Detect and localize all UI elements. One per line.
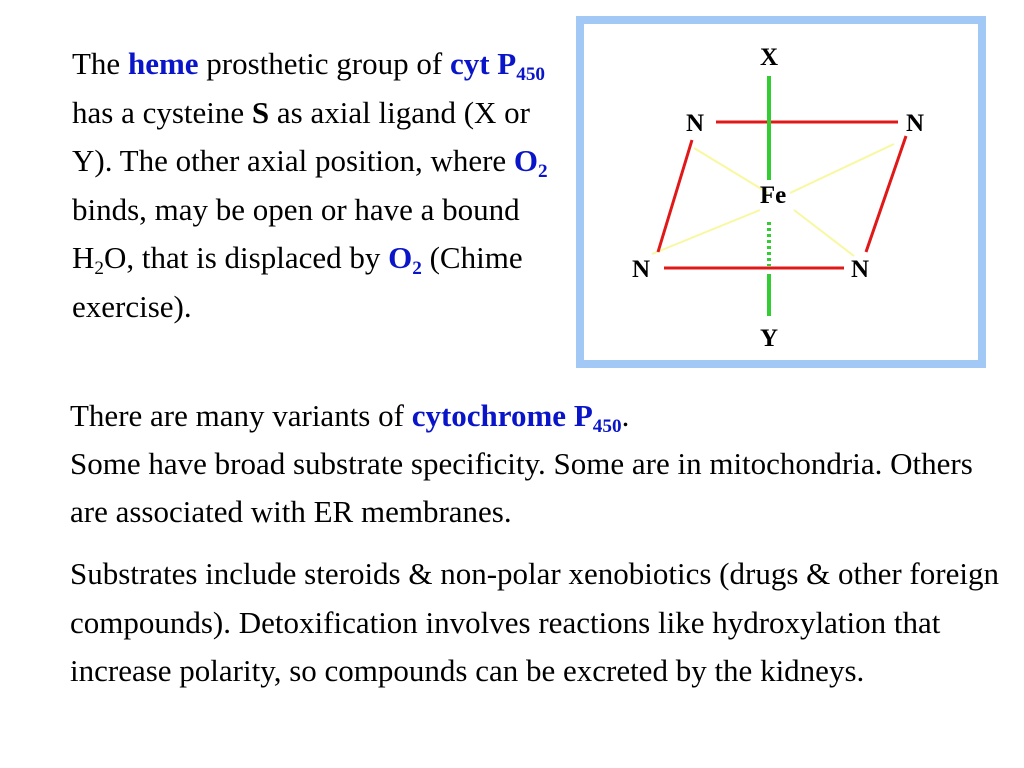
variants-detail-text: Some have broad substrate specificity. Some are in mitochondria. Others are associated with ER membranes. bbox=[70, 446, 973, 529]
o2-term bbox=[388, 240, 422, 279]
h2o-subscript: 2 bbox=[94, 257, 104, 279]
n-bottom-left-label: N bbox=[631, 256, 651, 283]
heme-diagram-svg bbox=[576, 16, 986, 368]
cytochrome-p450-term bbox=[411, 398, 622, 437]
text-run: (Chime exercise). bbox=[72, 240, 523, 324]
text-run: . bbox=[621, 398, 630, 433]
heme-diagram bbox=[576, 16, 986, 368]
n-bottom-right-label: N bbox=[850, 256, 870, 283]
fe-label: Fe bbox=[759, 182, 787, 209]
substrates-paragraph: Substrates include steroids & non-polar xenobiotics (drugs & other foreign compounds). Detoxification involves reactions like hydroxylation that increase polarity, so compounds can be excreted by the kidneys. bbox=[70, 556, 999, 688]
o2-subscript: 2 bbox=[412, 257, 422, 279]
n-top-right-label: N bbox=[905, 110, 925, 137]
x-ligand-label: X bbox=[759, 44, 779, 71]
heme-term: heme bbox=[127, 46, 199, 81]
o2-o-text: O bbox=[388, 240, 413, 275]
o2-subscript: 2 bbox=[538, 160, 548, 182]
fe-n-bond bbox=[694, 148, 768, 193]
cyt-p-text: cyt P bbox=[449, 46, 517, 81]
text-run: binds, may be open or have a bound H bbox=[72, 191, 520, 275]
text-run: prosthetic group of bbox=[198, 46, 450, 81]
cyt-p450-term bbox=[449, 46, 546, 85]
text-run: as axial ligand (X or Y). The other axial position, where bbox=[72, 94, 530, 178]
text-run: O, that is displaced by bbox=[104, 240, 389, 275]
fe-n-bond bbox=[794, 210, 854, 256]
y-ligand-label: Y bbox=[759, 325, 779, 352]
text-run: has a cysteine bbox=[72, 94, 252, 130]
n-top-left-label: N bbox=[685, 110, 705, 137]
text-run: The bbox=[72, 46, 128, 81]
cyt-p450-subscript: 450 bbox=[516, 63, 546, 85]
cytochrome-p-text: cytochrome P bbox=[411, 398, 593, 433]
text-run: There are many variants of bbox=[70, 398, 412, 433]
o2-o-text: O bbox=[513, 143, 539, 178]
fe-n-bond bbox=[790, 144, 894, 193]
heme-description-paragraph bbox=[72, 40, 562, 331]
variants-paragraph bbox=[70, 392, 1010, 536]
o2-term bbox=[513, 143, 548, 182]
sulfur-term: S bbox=[251, 94, 270, 130]
ring-bond-left bbox=[658, 140, 692, 252]
cytochrome-p450-subscript: 450 bbox=[592, 415, 622, 437]
